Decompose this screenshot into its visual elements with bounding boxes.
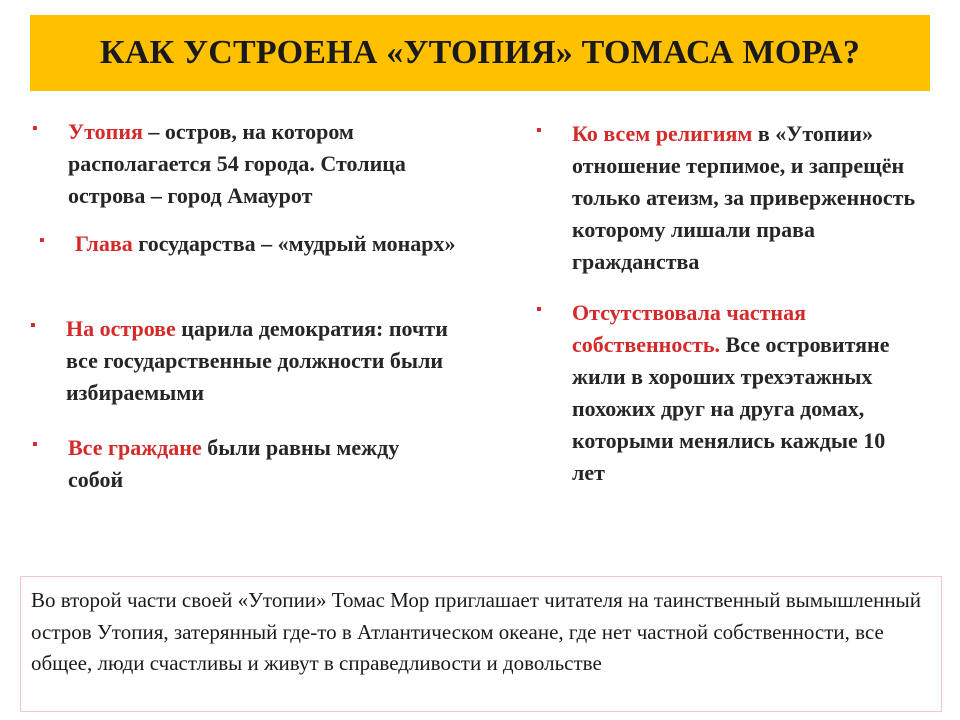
bullet-highlight: Отсутствовала частная собственность. — [572, 300, 806, 357]
bullet-marker-icon: ▪ — [32, 120, 38, 137]
bullet-religion — [536, 118, 944, 278]
bullet-highlight: Утопия — [68, 119, 143, 144]
slide-title: КАК УСТРОЕНА «УТОПИЯ» ТОМАСА МОРА? — [99, 34, 861, 71]
summary-text: Во второй части своей «Утопии» Томас Мор приглашает читателя на таинственный вымышленный остров Утопия, затерянный где-то в Атлантическом океане, где нет частной собственности, все общее, люди счастливы и живут в справедливости и довольстве — [31, 588, 921, 675]
bullet-text: Все островитяне жили в хороших трехэтажных похожих друг на друга домах, которыми менялись каждые 10 лет — [572, 332, 890, 485]
bullet-property — [536, 297, 912, 489]
bullet-democracy — [30, 313, 466, 409]
bullet-marker-icon: ▪ — [39, 232, 45, 249]
bullet-head-of-state — [39, 228, 465, 260]
summary-box — [20, 576, 942, 712]
bullet-utopia — [32, 116, 468, 212]
bullet-text: – остров, на котором располагается 54 города. Столица острова – город Амаурот — [68, 119, 406, 208]
bullet-marker-icon: ▪ — [536, 301, 542, 318]
bullet-highlight: Глава — [75, 231, 133, 256]
bullet-equality — [32, 432, 408, 496]
bullet-marker-icon: ▪ — [30, 317, 36, 334]
bullet-marker-icon: ▪ — [32, 436, 38, 453]
bullet-highlight: На острове — [66, 316, 176, 341]
bullet-text: государства – «мудрый монарх» — [132, 231, 456, 256]
bullet-highlight: Все граждане — [68, 435, 202, 460]
bullet-marker-icon: ▪ — [536, 122, 542, 139]
bullet-text: были равны между собой — [68, 435, 400, 492]
bullet-text: царила демократия: почти все государственные должности были избираемыми — [66, 316, 448, 405]
title-banner — [30, 15, 930, 91]
bullet-highlight: Ко всем религиям — [572, 121, 753, 146]
bullet-text: в «Утопии» отношение терпимое, и запрещён только атеизм, за приверженность которому лишали права гражданства — [572, 121, 916, 274]
